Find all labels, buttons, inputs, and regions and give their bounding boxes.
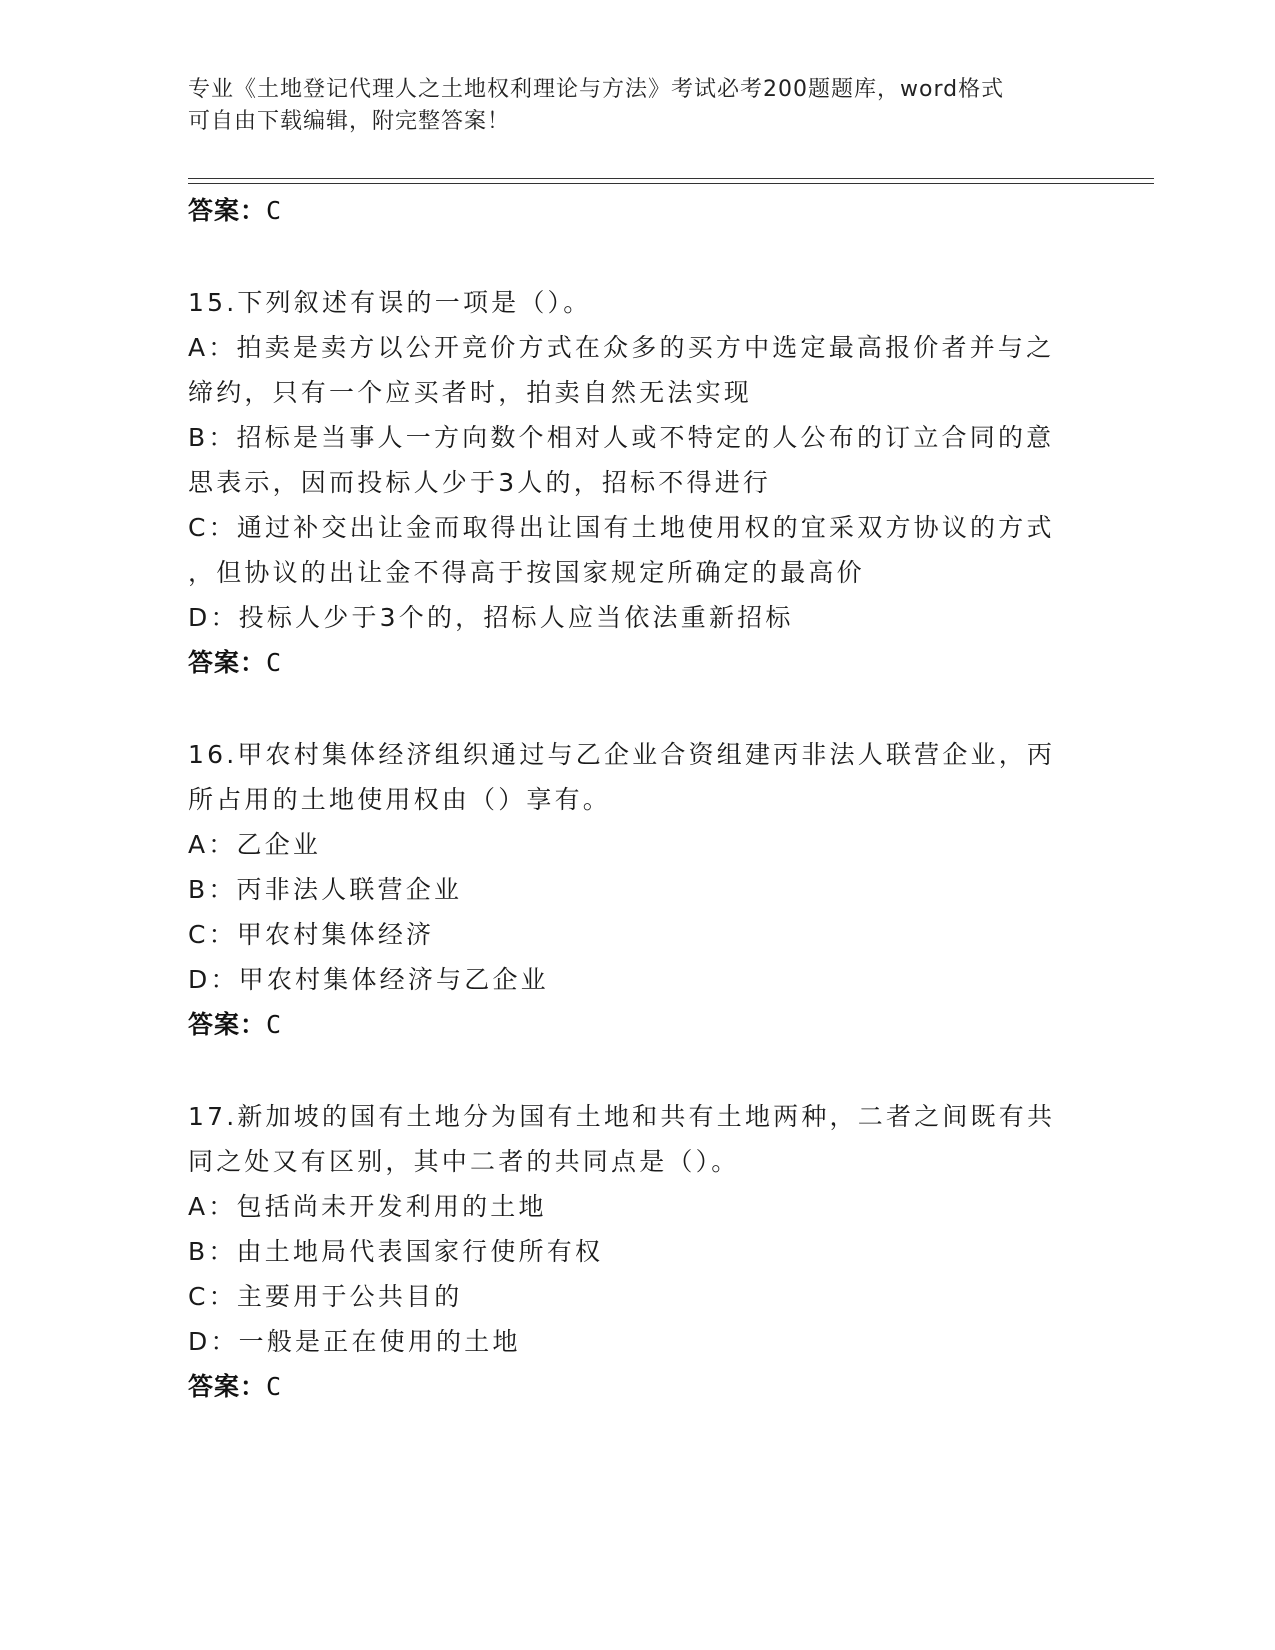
option-d xyxy=(188,595,1088,640)
option-a: A：乙企业 xyxy=(188,830,322,859)
option-line: ，但协议的出让金不得高于按国家规定所确定的最高价 xyxy=(188,558,865,587)
option-c: C：主要用于公共目的 xyxy=(188,1282,463,1311)
question-stem-line: 同之处又有区别，其中二者的共同点是（）。 xyxy=(188,1147,740,1176)
answer-line xyxy=(188,1364,1088,1409)
question-16 xyxy=(188,732,1088,1047)
header-divider-top xyxy=(188,178,1154,179)
option-line: B：招标是当事人一方向数个相对人或不特定的人公布的订立合同的意 xyxy=(188,423,1055,452)
question-stem-line: 所占用的土地使用权由（）享有。 xyxy=(188,785,612,814)
option-b: B：由土地局代表国家行使所有权 xyxy=(188,1237,604,1266)
option-line: 缔约，只有一个应买者时，拍卖自然无法实现 xyxy=(188,378,753,407)
answer-label: 答案： xyxy=(188,1372,267,1401)
answer-label: 答案： xyxy=(188,1010,267,1039)
header-line-1: 专业《土地登记代理人之土地权利理论与方法》考试必考200题题库，word格式 xyxy=(188,77,1005,102)
option-line: A：拍卖是卖方以公开竞价方式在众多的买方中选定最高报价者并与之 xyxy=(188,333,1055,362)
question-stem-line: 17.新加坡的国有土地分为国有土地和共有土地两种，二者之间既有共 xyxy=(188,1102,1056,1131)
option-b xyxy=(188,415,1088,505)
page-header xyxy=(188,74,1068,138)
question-stem-line: 16.甲农村集体经济组织通过与乙企业合资组建丙非法人联营企业，丙 xyxy=(188,740,1056,769)
question-list xyxy=(188,186,1088,1409)
answer-value: C xyxy=(266,196,283,225)
option-a xyxy=(188,325,1088,415)
option-c xyxy=(188,505,1088,595)
header-divider-bottom xyxy=(188,183,1154,184)
answer-value: C xyxy=(266,1372,283,1401)
option-line: 思表示，因而投标人少于3人的，招标不得进行 xyxy=(188,468,772,497)
header-line-2: 可自由下载编辑，附完整答案！ xyxy=(188,109,511,134)
answer-value: C xyxy=(266,1010,283,1039)
question-15 xyxy=(188,280,1088,685)
option-line: C：通过补交出让金而取得出让国有土地使用权的宜采双方协议的方式 xyxy=(188,513,1055,542)
answer-line-top xyxy=(188,188,1088,233)
option-b: B：丙非法人联营企业 xyxy=(188,875,463,904)
answer-line xyxy=(188,640,1088,685)
answer-label: 答案： xyxy=(188,648,267,677)
option-c: C：甲农村集体经济 xyxy=(188,920,435,949)
option-line: D：投标人少于3个的，招标人应当依法重新招标 xyxy=(188,603,794,632)
question-stem-line: 15.下列叙述有误的一项是（）。 xyxy=(188,288,592,317)
answer-label: 答案： xyxy=(188,196,267,225)
question-17 xyxy=(188,1094,1088,1409)
option-a: A：包括尚未开发利用的土地 xyxy=(188,1192,547,1221)
option-d: D：一般是正在使用的土地 xyxy=(188,1327,521,1356)
option-d: D：甲农村集体经济与乙企业 xyxy=(188,965,549,994)
answer-line xyxy=(188,1002,1088,1047)
answer-value: C xyxy=(266,648,283,677)
